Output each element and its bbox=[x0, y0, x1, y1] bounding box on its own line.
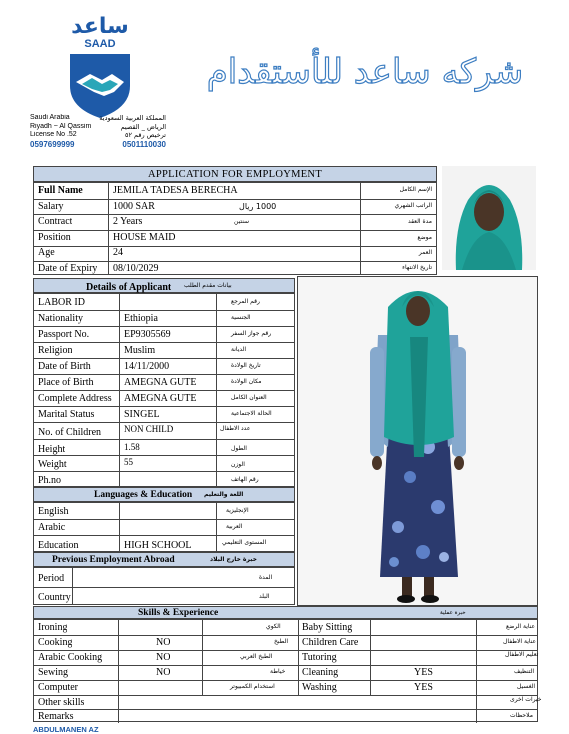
height-ar: الطول bbox=[231, 445, 247, 452]
pob-value: AMEGNA GUTE bbox=[124, 377, 197, 388]
dob-ar: تاريخ الولادة bbox=[231, 362, 261, 369]
details-table bbox=[33, 293, 295, 487]
details-header-label bbox=[86, 280, 171, 294]
weight-value: 55 bbox=[124, 457, 133, 467]
contract-label: Contract bbox=[38, 216, 73, 227]
marital-ar: الحالة الاجتماعية bbox=[231, 410, 272, 417]
logo-right-line: الرياض _ القصيم bbox=[120, 122, 166, 131]
cleaning-label: Cleaning bbox=[302, 667, 339, 678]
period-label: Period bbox=[38, 573, 65, 584]
computer-label: Computer bbox=[38, 682, 78, 693]
details-header-bold-s: s bbox=[111, 280, 117, 293]
children-care-ar: عناية الاطفال bbox=[503, 638, 537, 645]
children-label: No. of Children bbox=[38, 427, 102, 438]
religion-ar: الديانة bbox=[231, 346, 247, 353]
weight-ar: الوزن bbox=[231, 461, 245, 468]
cooking-ar: الطبخ bbox=[274, 638, 289, 645]
washing-ar: الغسيل bbox=[517, 683, 536, 690]
cleaning-value: YES bbox=[414, 667, 433, 678]
english-label: English bbox=[38, 506, 69, 517]
contract-value: 2 Years bbox=[113, 216, 143, 227]
remarks-label: Remarks bbox=[38, 711, 74, 722]
logo-left-line: Riyadh ~ Al Qassim bbox=[30, 122, 92, 130]
languages-header-ar: اللغة والتعليم bbox=[204, 491, 244, 498]
contract-ar: مدة العقد bbox=[408, 218, 432, 225]
tutoring-ar: تعليم الاطفال bbox=[505, 651, 539, 658]
education-label: Education bbox=[38, 540, 79, 551]
cleaning-ar: التنظيف bbox=[514, 668, 535, 675]
abroad-table bbox=[33, 567, 295, 605]
address-ar: العنوان الكامل bbox=[231, 394, 267, 401]
period-ar: المدة bbox=[259, 574, 273, 581]
full-name-value: JEMILA TADESA BERECHA bbox=[113, 185, 238, 196]
children-care-label: Children Care bbox=[302, 637, 359, 648]
arabic-cooking-label: Arabic Cooking bbox=[38, 652, 103, 663]
handshake-shield-icon bbox=[68, 52, 132, 120]
salary-value: 1000 SAR bbox=[113, 201, 155, 212]
full-name-label: Full Name bbox=[38, 185, 83, 196]
expiry-value: 08/10/2029 bbox=[113, 263, 159, 274]
expiry-label: Date of Expiry bbox=[38, 263, 98, 274]
other-skills-label: Other skills bbox=[38, 697, 85, 708]
nationality-value: Ethiopia bbox=[124, 313, 158, 324]
skills-table bbox=[33, 619, 542, 722]
country-ar: البلد bbox=[259, 593, 270, 600]
passport-ar: رقم جواز السفر bbox=[231, 330, 272, 337]
children-ar: عدد الاطفال bbox=[220, 425, 251, 432]
height-label: Height bbox=[38, 444, 66, 455]
tutoring-label: Tutoring bbox=[302, 652, 337, 663]
labor-id-label: LABOR ID bbox=[38, 297, 85, 308]
sewing-ar: خياطة bbox=[270, 668, 286, 675]
pob-label: Place of Birth bbox=[38, 377, 94, 388]
country-label: Country bbox=[38, 592, 71, 603]
logo-left-line: License No .52 bbox=[30, 131, 77, 138]
position-label: Position bbox=[38, 232, 71, 243]
address-label: Complete Address bbox=[38, 393, 112, 404]
logo-left-phone: 0597699999 bbox=[30, 139, 75, 149]
skills-header-label: Skills & Experience bbox=[138, 608, 219, 618]
passport-value: EP9305569 bbox=[124, 329, 171, 340]
logo-right-block bbox=[99, 114, 166, 150]
address-value: AMEGNA GUTE bbox=[124, 393, 197, 404]
dob-value: 14/11/2000 bbox=[124, 361, 170, 372]
full-body-photo bbox=[297, 276, 538, 606]
languages-table bbox=[33, 502, 295, 552]
position-value: HOUSE MAID bbox=[113, 232, 176, 243]
full-name-ar: الإسم الكامل bbox=[399, 186, 432, 193]
position-ar: موضع bbox=[417, 234, 432, 241]
abroad-header-label: Previous Employment Abroad bbox=[52, 555, 175, 565]
details-header-suffix: of Applicant bbox=[116, 282, 172, 293]
other-skills-ar: خبرات اخرى bbox=[510, 696, 542, 703]
logo-left-block bbox=[30, 114, 100, 150]
pob-ar: مكان الولادة bbox=[231, 378, 262, 385]
form-title-bar bbox=[33, 166, 437, 182]
arabic-label: Arabic bbox=[38, 522, 66, 533]
computer-ar: استخدام الكمبيوتر bbox=[230, 683, 275, 690]
phone-label: Ph.no bbox=[38, 475, 62, 486]
form-title: APPLICATION FOR EMPLOYMENT bbox=[147, 169, 323, 180]
logo-arabic-name: ساعد bbox=[71, 14, 129, 39]
abroad-header-ar: خبرة خارج البلاد bbox=[210, 556, 257, 563]
arabic-cooking-ar: الطبخ العربي bbox=[240, 653, 273, 660]
logo-right-phone: 0501110030 bbox=[122, 139, 166, 149]
salary-mid: 1000 ريال bbox=[239, 202, 277, 211]
abroad-header-bar bbox=[33, 552, 295, 567]
portrait-photo bbox=[442, 166, 536, 270]
ironing-label: Ironing bbox=[38, 622, 68, 633]
salary-label: Salary bbox=[38, 201, 64, 212]
top-info-table bbox=[33, 182, 437, 275]
cooking-label: Cooking bbox=[38, 637, 73, 648]
arabic-cooking-value: NO bbox=[156, 652, 171, 663]
education-value: HIGH SCHOOL bbox=[124, 540, 192, 551]
baby-sitting-label: Baby Sitting bbox=[302, 622, 353, 633]
expiry-ar: تاريخ الانتهاء bbox=[402, 264, 432, 271]
languages-header-bar bbox=[33, 487, 295, 502]
dob-label: Date of Birth bbox=[38, 361, 91, 372]
passport-label: Passport No. bbox=[38, 329, 90, 340]
age-ar: العمر bbox=[418, 249, 432, 256]
children-value: NON CHILD bbox=[124, 424, 174, 434]
skills-header-bar bbox=[33, 606, 538, 619]
footer-signature: ABDULMANEN AZ bbox=[33, 725, 99, 734]
sewing-value: NO bbox=[156, 667, 171, 678]
labor-id-ar: رقم المرجع bbox=[231, 298, 260, 305]
details-header-prefix: Detail bbox=[86, 282, 112, 293]
height-value: 1.58 bbox=[124, 442, 140, 452]
company-logo bbox=[30, 14, 170, 154]
age-value: 24 bbox=[113, 247, 123, 258]
english-ar: الإنجليزية bbox=[226, 507, 249, 514]
nationality-label: Nationality bbox=[38, 313, 83, 324]
company-title: شركه ساعد للأستقدام bbox=[206, 52, 524, 92]
washing-label: Washing bbox=[302, 682, 337, 693]
contract-mid: سنتين bbox=[234, 218, 250, 225]
logo-latin-name: SAAD bbox=[84, 38, 116, 50]
washing-value: YES bbox=[414, 682, 433, 693]
skills-header-ar: خبرة عملية bbox=[440, 610, 466, 616]
details-header-ar: بيانات مقدم الطلب bbox=[184, 282, 232, 289]
age-label: Age bbox=[38, 247, 55, 258]
nationality-ar: الجنسية bbox=[231, 314, 251, 321]
cooking-value: NO bbox=[156, 637, 171, 648]
sewing-label: Sewing bbox=[38, 667, 68, 678]
weight-label: Weight bbox=[38, 459, 67, 470]
ironing-ar: الكوي bbox=[266, 623, 281, 630]
marital-value: SINGEL bbox=[124, 409, 160, 420]
religion-value: Muslim bbox=[124, 345, 156, 356]
religion-label: Religion bbox=[38, 345, 73, 356]
logo-right-line: ترخيص رقم ٥٢ bbox=[124, 131, 166, 139]
education-ar: المستوى التعليمي bbox=[222, 539, 267, 546]
languages-header-label: Languages & Education bbox=[94, 490, 193, 500]
logo-left-line: Saudi Arabia bbox=[30, 114, 70, 121]
marital-label: Marital Status bbox=[38, 409, 95, 420]
remarks-ar: ملاحظات bbox=[510, 712, 533, 719]
phone-ar: رقم الهاتف bbox=[231, 476, 259, 483]
salary-ar: الراتب الشهري bbox=[394, 202, 432, 209]
arabic-ar: العربية bbox=[226, 523, 243, 530]
logo-right-line: المملكة العربية السعودية bbox=[99, 114, 166, 122]
details-header-bar bbox=[33, 278, 295, 293]
baby-sitting-ar: عناية الرضع bbox=[506, 623, 536, 630]
